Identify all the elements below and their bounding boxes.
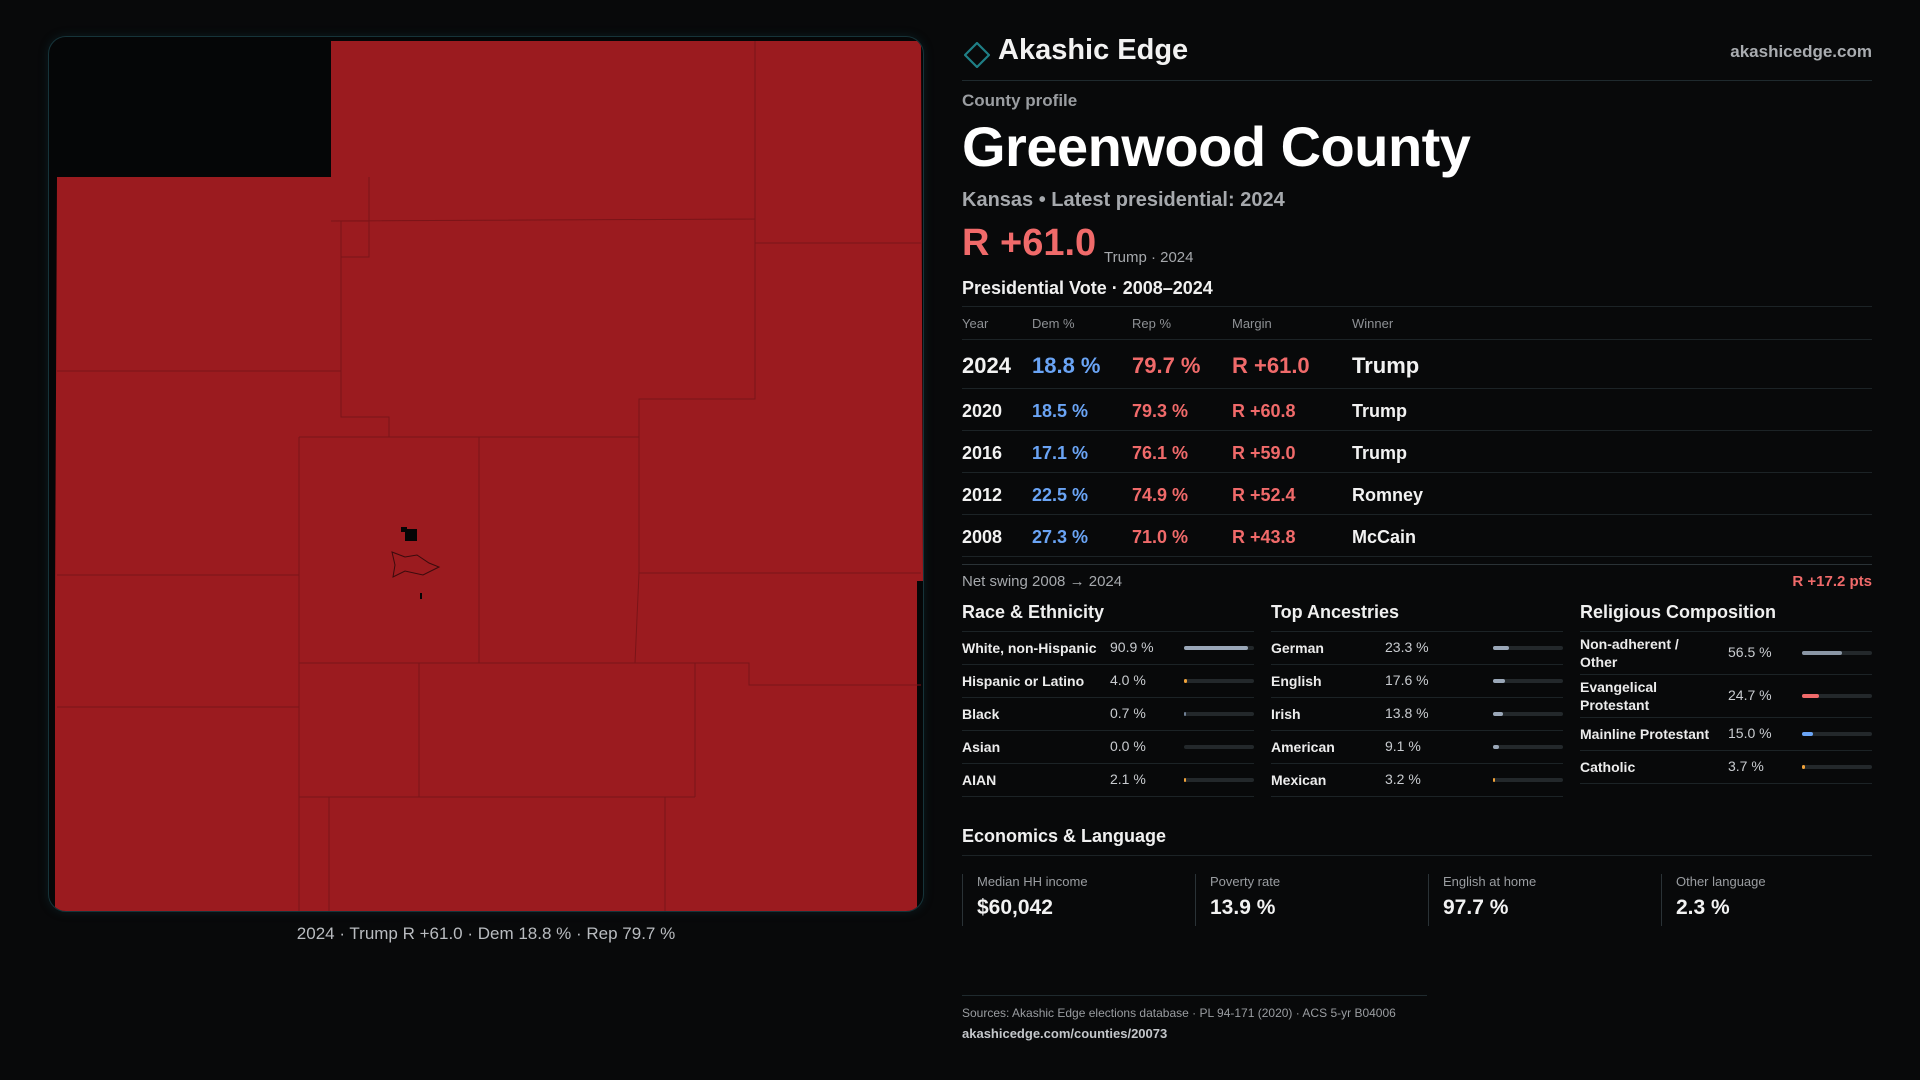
header-rep: Rep % xyxy=(1132,316,1172,331)
item-label: Asian xyxy=(962,739,1001,755)
row-margin: R +60.8 xyxy=(1232,401,1296,421)
row-rep-pct: 74.9 % xyxy=(1132,485,1189,505)
item-value: 0.0 % xyxy=(1110,738,1146,754)
econ-stat xyxy=(1661,874,1873,926)
presidential-vote-table xyxy=(962,306,1872,557)
item-label: AIAN xyxy=(962,772,997,788)
econ-stat-value: 13.9 % xyxy=(1210,896,1276,919)
county-map-svg xyxy=(49,37,924,912)
bar-fill xyxy=(1184,712,1186,716)
diamond-logo-icon xyxy=(964,42,990,68)
bar-track xyxy=(1802,765,1872,769)
bar-track xyxy=(1184,778,1254,782)
header-year: Year xyxy=(962,316,989,331)
headline-margin: R +61.0 xyxy=(962,222,1097,264)
list-item xyxy=(1271,698,1563,731)
row-margin: R +52.4 xyxy=(1232,485,1296,505)
list-item xyxy=(1271,731,1563,764)
row-dem-pct: 18.5 % xyxy=(1032,401,1089,421)
bar-fill xyxy=(1493,679,1505,683)
row-year: 2016 xyxy=(962,443,1003,463)
item-label: Mainline Protestant xyxy=(1580,726,1710,742)
item-value: 23.3 % xyxy=(1385,639,1429,655)
row-margin: R +43.8 xyxy=(1232,527,1296,547)
list-item xyxy=(1271,764,1563,797)
ancestry-section xyxy=(1271,600,1563,797)
list-item xyxy=(962,731,1254,764)
sources-text: Sources: Akashic Edge elections database · PL 94-171 (2020) · ACS 5-yr B04006 xyxy=(962,1006,1396,1020)
econ-stat xyxy=(1195,874,1414,926)
item-value: 2.1 % xyxy=(1110,771,1146,787)
econ-stat-value: 97.7 % xyxy=(1443,896,1509,919)
item-label: German xyxy=(1271,640,1324,656)
row-winner: Trump xyxy=(1352,401,1408,421)
econ-stat xyxy=(1428,874,1647,926)
bar-track xyxy=(1184,745,1254,749)
row-year: 2008 xyxy=(962,527,1003,547)
bar-fill xyxy=(1493,712,1503,716)
econ-stat-label: Other language xyxy=(1676,874,1766,889)
bar-track xyxy=(1184,712,1254,716)
bar-fill xyxy=(1802,732,1813,736)
list-item xyxy=(1271,632,1563,665)
item-value: 15.0 % xyxy=(1728,725,1772,741)
item-value: 13.8 % xyxy=(1385,705,1429,721)
brand-url-link[interactable]: akashicedge.com xyxy=(1730,42,1872,61)
list-item xyxy=(1580,718,1872,751)
list-item xyxy=(1271,665,1563,698)
table-row xyxy=(962,473,1872,515)
row-year: 2012 xyxy=(962,485,1003,505)
bar-track xyxy=(1802,694,1872,698)
row-year: 2020 xyxy=(962,401,1003,421)
religion-section-title: Religious Composition xyxy=(1580,600,1872,632)
item-value: 3.2 % xyxy=(1385,771,1421,787)
item-value: 17.6 % xyxy=(1385,672,1429,688)
headline-margin-note: Trump · 2024 xyxy=(1104,249,1194,266)
net-swing-value: R +17.2 pts xyxy=(1792,573,1872,590)
item-label: Mexican xyxy=(1271,772,1327,788)
econ-stat-label: Median HH income xyxy=(977,874,1088,889)
bar-track xyxy=(1184,646,1254,650)
item-label: English xyxy=(1271,673,1322,689)
item-label: Irish xyxy=(1271,706,1301,722)
item-value: 90.9 % xyxy=(1110,639,1154,655)
net-swing-row xyxy=(962,564,1872,595)
bar-fill xyxy=(1802,651,1842,655)
bar-track xyxy=(1184,679,1254,683)
list-item xyxy=(1580,632,1872,675)
item-label: Hispanic or Latino xyxy=(962,673,1085,689)
table-row xyxy=(962,340,1872,389)
bar-fill xyxy=(1184,679,1187,683)
row-rep-pct: 79.7 % xyxy=(1132,353,1201,378)
bar-track xyxy=(1493,646,1563,650)
list-item xyxy=(962,764,1254,797)
bar-fill xyxy=(1802,694,1819,698)
list-item xyxy=(962,698,1254,731)
county-map[interactable] xyxy=(48,36,924,912)
bar-fill xyxy=(1493,745,1499,749)
item-value: 24.7 % xyxy=(1728,687,1772,703)
row-year: 2024 xyxy=(962,353,1011,378)
bar-fill xyxy=(1184,778,1186,782)
row-dem-pct: 22.5 % xyxy=(1032,485,1089,505)
header-margin: Margin xyxy=(1232,316,1272,331)
page-title: Greenwood County xyxy=(962,115,1471,178)
list-item xyxy=(962,665,1254,698)
list-item xyxy=(1580,675,1872,718)
brand-name: Akashic Edge xyxy=(998,34,1189,66)
table-row xyxy=(962,515,1872,557)
ancestry-section-title: Top Ancestries xyxy=(1271,600,1563,632)
econ-stat-label: English at home xyxy=(1443,874,1537,889)
row-rep-pct: 79.3 % xyxy=(1132,401,1189,421)
row-winner: Trump xyxy=(1352,353,1420,378)
county-shape xyxy=(55,41,923,912)
economics-section-title: Economics & Language xyxy=(962,824,1872,856)
row-margin: R +61.0 xyxy=(1232,353,1310,378)
county-profile-panel xyxy=(962,0,1872,1080)
bar-track xyxy=(1493,778,1563,782)
item-value: 0.7 % xyxy=(1110,705,1146,721)
map-caption: 2024 · Trump R +61.0 · Dem 18.8 % · Rep 79.7 % xyxy=(296,924,676,943)
item-label: Black xyxy=(962,706,1000,722)
row-margin: R +59.0 xyxy=(1232,443,1296,463)
bar-fill xyxy=(1802,765,1805,769)
bar-track xyxy=(1493,712,1563,716)
row-rep-pct: 76.1 % xyxy=(1132,443,1189,463)
bar-track xyxy=(1802,651,1872,655)
item-value: 4.0 % xyxy=(1110,672,1146,688)
row-winner: Trump xyxy=(1352,443,1408,463)
race-ethnicity-section xyxy=(962,600,1254,797)
race-section-title: Race & Ethnicity xyxy=(962,600,1254,632)
county-permalink[interactable]: akashicedge.com/counties/20073 xyxy=(962,1026,1168,1041)
list-item xyxy=(1580,751,1872,784)
vote-section-title: Presidential Vote · 2008–2024 xyxy=(962,278,1213,298)
bar-track xyxy=(1493,745,1563,749)
bar-track xyxy=(1493,679,1563,683)
table-row xyxy=(962,431,1872,473)
sources-footer xyxy=(962,995,1427,1041)
item-value: 56.5 % xyxy=(1728,644,1772,660)
bar-track xyxy=(1802,732,1872,736)
header-dem: Dem % xyxy=(1032,316,1075,331)
net-swing-label: Net swing 2008 → 2024 xyxy=(962,573,1123,590)
item-label: American xyxy=(1271,739,1335,755)
item-value: 3.7 % xyxy=(1728,758,1764,774)
bar-fill xyxy=(1493,778,1495,782)
row-dem-pct: 17.1 % xyxy=(1032,443,1089,463)
header-winner: Winner xyxy=(1352,316,1394,331)
econ-stat-value: 2.3 % xyxy=(1676,896,1730,919)
item-label: Non-adherent / Other xyxy=(1580,636,1679,670)
row-rep-pct: 71.0 % xyxy=(1132,527,1189,547)
state-subtitle: Kansas • Latest presidential: 2024 xyxy=(962,189,1285,211)
row-winner: Romney xyxy=(1352,485,1424,505)
row-dem-pct: 18.8 % xyxy=(1032,353,1101,378)
list-item xyxy=(962,632,1254,665)
bar-fill xyxy=(1184,646,1248,650)
table-header xyxy=(962,306,1872,340)
item-value: 9.1 % xyxy=(1385,738,1421,754)
eyebrow-label: County profile xyxy=(962,91,1078,110)
brand-header xyxy=(962,30,1872,81)
row-winner: McCain xyxy=(1352,527,1417,547)
table-row xyxy=(962,389,1872,431)
item-label: Evangelical Protestant xyxy=(1580,679,1658,713)
econ-stat-label: Poverty rate xyxy=(1210,874,1281,889)
row-dem-pct: 27.3 % xyxy=(1032,527,1089,547)
bar-fill xyxy=(1493,646,1509,650)
item-label: White, non-Hispanic xyxy=(962,640,1097,656)
econ-stat-value: $60,042 xyxy=(977,896,1053,919)
item-label: Catholic xyxy=(1580,759,1636,775)
religion-section xyxy=(1580,600,1872,784)
econ-stat xyxy=(962,874,1181,926)
